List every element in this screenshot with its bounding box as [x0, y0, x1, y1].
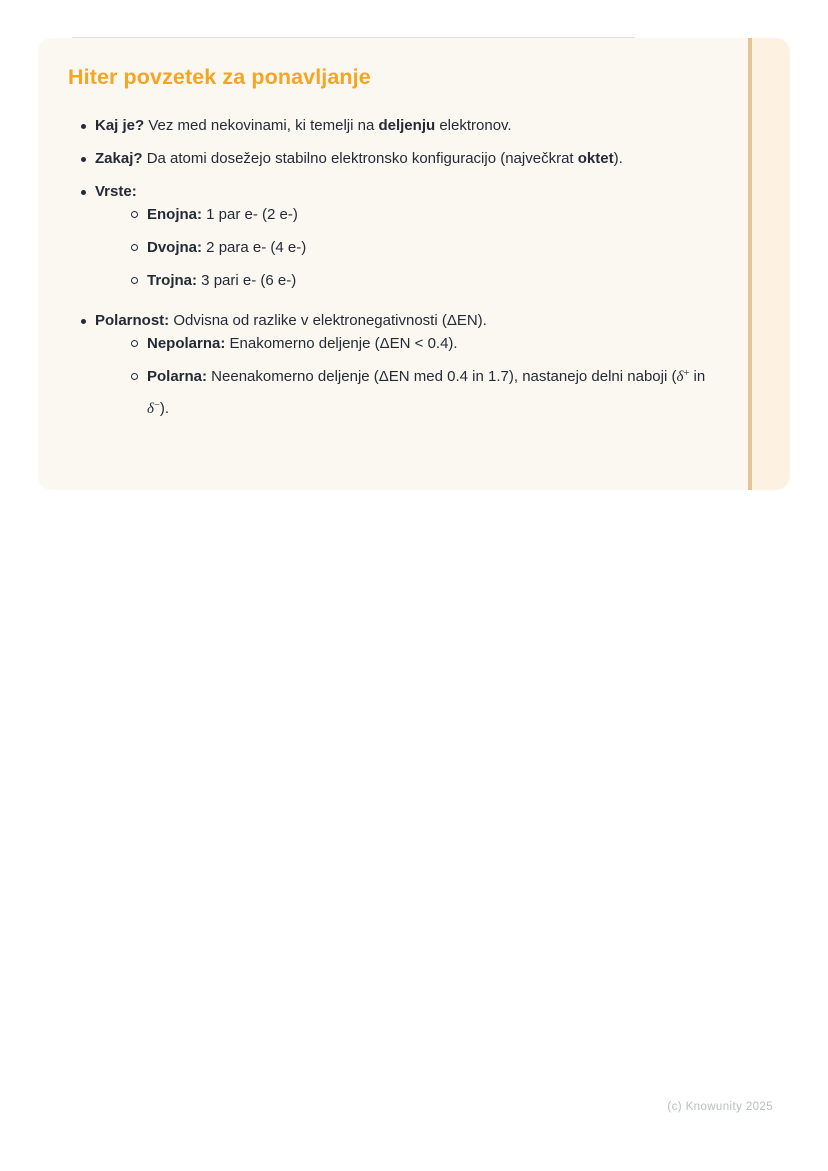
text-segment: ). — [159, 400, 170, 417]
text-segment: Da atomi dosežejo stabilno elektronsko konfiguracijo (največkrat — [142, 150, 578, 167]
math-delta-symbol: δ — [676, 369, 684, 385]
bullet-disc-icon — [81, 124, 86, 129]
text-segment: elektronov. — [435, 117, 512, 134]
bullet-disc-icon — [81, 157, 86, 162]
text-segment: in — [689, 368, 706, 385]
list-item — [68, 306, 708, 426]
text-segment: 3 pari e- (6 e-) — [197, 272, 297, 289]
text-segment: 2 para e- (4 e-) — [202, 239, 307, 256]
list-item — [68, 177, 708, 296]
text-segment: oktet — [577, 150, 614, 167]
bullet-circle-icon — [131, 244, 138, 251]
bullet-circle-icon — [131, 277, 138, 284]
list-item — [68, 144, 708, 174]
text-segment: Nepolarna: — [147, 335, 226, 352]
sub-list-item — [95, 233, 708, 263]
text-segment: Neenakomerno deljenje (ΔEN med 0.4 in 1.7), nastanejo delni naboji ( — [207, 368, 677, 385]
bullet-circle-icon — [131, 340, 138, 347]
text-segment: Vez med nekovinami, ki temelji na — [144, 117, 379, 134]
text-segment: Kaj je? — [95, 117, 145, 134]
bullet-disc-icon — [81, 190, 86, 195]
text-segment: Trojna: — [147, 272, 198, 289]
superscript-sign: − — [153, 399, 160, 411]
bullet-disc-icon — [81, 319, 86, 324]
text-segment: Enakomerno deljenje (ΔEN < 0.4). — [225, 335, 458, 352]
math-delta-symbol: δ — [147, 401, 154, 417]
text-segment: Dvojna: — [147, 239, 203, 256]
card-accent-strip — [748, 38, 790, 490]
superscript-sign: + — [683, 367, 690, 379]
copyright-footer: (c) Knowunity 2025 — [667, 1101, 773, 1113]
text-segment: Polarnost: — [95, 312, 170, 329]
sub-list — [95, 329, 708, 426]
page-title: Hiter povzetek za ponavljanje — [68, 65, 371, 89]
text-segment: Polarna: — [147, 368, 208, 385]
summary-card — [38, 38, 790, 490]
bullet-circle-icon — [131, 211, 138, 218]
text-segment: Enojna: — [147, 206, 202, 223]
text-segment: 1 par e- (2 e-) — [202, 206, 298, 223]
text-segment: deljenju — [378, 117, 436, 134]
text-segment: Odvisna od razlike v elektronegativnosti (ΔEN). — [169, 312, 487, 329]
sub-list-item — [95, 200, 708, 230]
text-segment: Zakaj? — [95, 150, 143, 167]
sub-list-item — [95, 266, 708, 296]
card-content — [68, 38, 708, 436]
summary-list — [68, 111, 708, 426]
bullet-circle-icon — [131, 373, 138, 380]
sub-list-item — [95, 362, 708, 426]
sub-list — [95, 200, 708, 296]
list-item — [68, 111, 708, 141]
text-segment: ). — [613, 150, 623, 167]
text-segment: Vrste: — [95, 183, 137, 200]
sub-list-item — [95, 329, 708, 359]
